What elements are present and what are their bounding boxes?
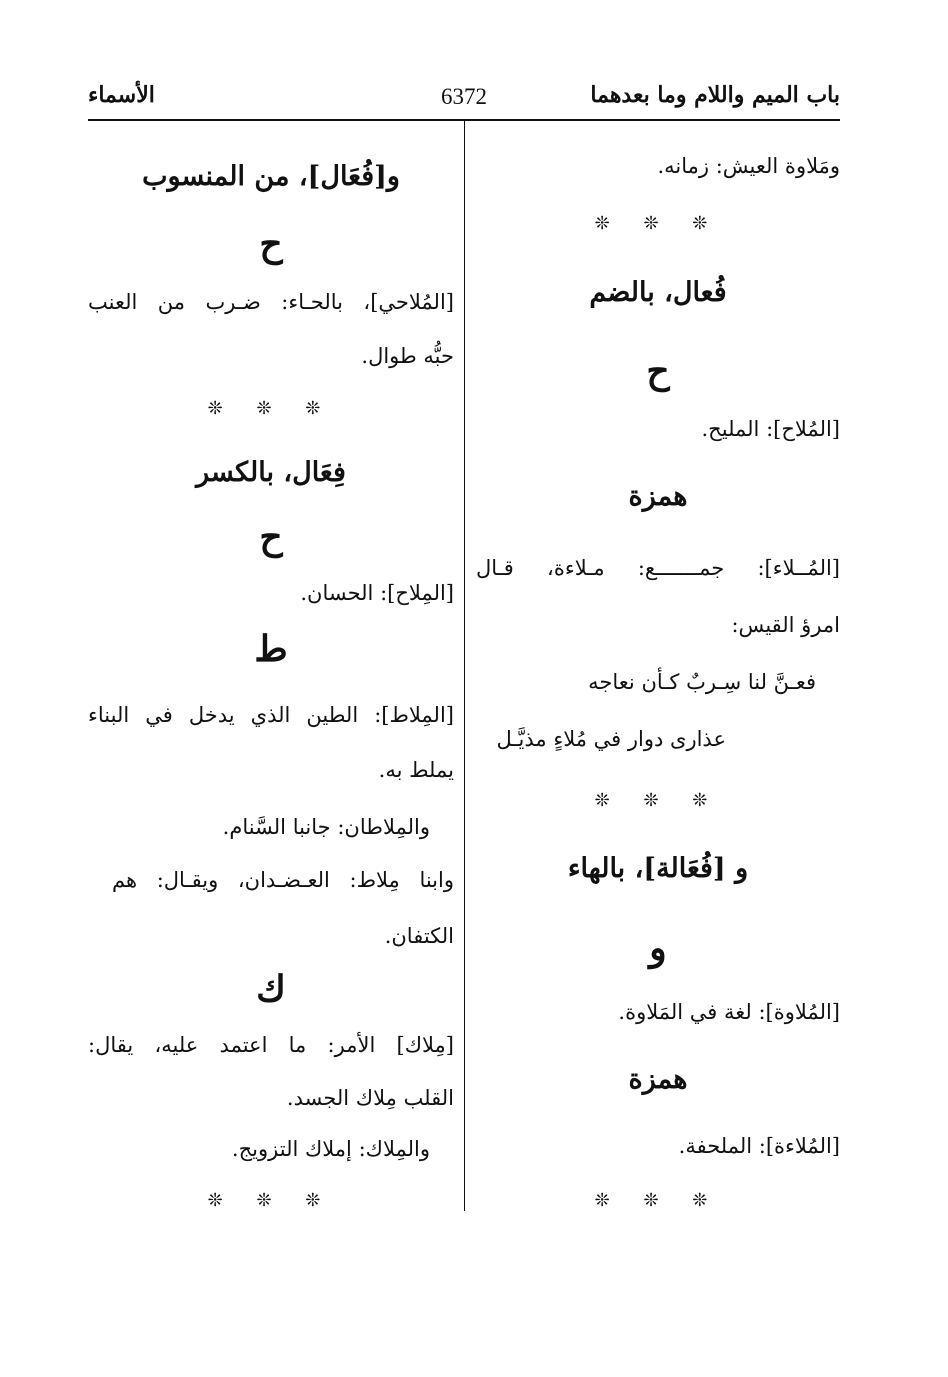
root-letter-heading: ح bbox=[259, 223, 283, 265]
entry-al-mullahi-continued: حبُّه طوال. bbox=[361, 344, 454, 368]
column-divider bbox=[464, 121, 465, 1211]
entry-al-mullahi: [المُلاحي]، بالحـاء: ضـرب من العنب bbox=[88, 290, 454, 314]
entry-milak-continued: القلب مِلاك الجسد. bbox=[286, 1086, 454, 1110]
pattern-heading: فِعَال، بالكسر bbox=[196, 457, 346, 488]
section-title: الأسماء bbox=[88, 82, 155, 108]
entry-al-mulah: [المُلاح]: المليح. bbox=[701, 417, 840, 441]
entry-al-milat-continued: يملط به. bbox=[378, 758, 454, 782]
pattern-heading: فُعال، بالضم bbox=[589, 277, 727, 308]
entry-al-mula-continued: امرؤ القيس: bbox=[731, 613, 840, 637]
section-separator: ❊ ❊ ❊ bbox=[207, 398, 335, 419]
entry-al-milat: [المِلاط]: الطين الذي يدخل في البناء bbox=[88, 703, 454, 727]
page-header bbox=[88, 82, 840, 118]
root-letter-heading: و bbox=[649, 927, 667, 969]
entry-al-mulaa: [المُلاءة]: الملحفة. bbox=[678, 1134, 840, 1158]
poem-verse: عذارى دوار في مُلاءٍ مذيَّـل bbox=[496, 727, 726, 751]
root-letter-heading: ط bbox=[254, 628, 288, 670]
entry-ibna-milat-continued: الكتفان. bbox=[384, 924, 454, 948]
entry-al-milah: [المِلاح]: الحسان. bbox=[300, 581, 454, 605]
entry-milak: [مِلاك] الأمر: ما اعتمد عليه، يقال: bbox=[88, 1033, 454, 1057]
entry-al-mula: [المُــلاء]: جمـــــــع: مـلاءة، قـال bbox=[476, 556, 840, 580]
chapter-title: باب الميم واللام وما بعدهما bbox=[590, 82, 840, 108]
pattern-heading: و[فُعَال]، من المنسوب bbox=[142, 161, 400, 192]
poem-verse: فعـنَّ لنا سِـربٌ كـأن نعاجه bbox=[588, 670, 816, 694]
entry-al-mulawa: [المُلاوة]: لغة في المَلاوة. bbox=[618, 1000, 840, 1024]
root-letter-heading: ح bbox=[646, 350, 670, 392]
root-letter-heading: همزة bbox=[628, 481, 688, 512]
entry-ibna-milat: وابنا مِلاط: العـضـدان، ويقـال: هم bbox=[112, 868, 454, 892]
root-letter-heading: ك bbox=[256, 968, 286, 1010]
section-separator: ❊ ❊ ❊ bbox=[594, 1190, 722, 1211]
section-separator: ❊ ❊ ❊ bbox=[594, 790, 722, 811]
section-separator: ❊ ❊ ❊ bbox=[207, 1190, 335, 1211]
page-number: 6372 bbox=[441, 84, 487, 109]
root-letter-heading: ح bbox=[259, 516, 283, 558]
entry-malawat-al-aysh: ومَلاوة العيش: زمانه. bbox=[657, 154, 840, 178]
pattern-heading: و [فُعَالة]، بالهاء bbox=[567, 853, 749, 884]
section-separator: ❊ ❊ ❊ bbox=[594, 213, 722, 234]
root-letter-heading: همزة bbox=[628, 1064, 688, 1095]
entry-al-milak-tazwij: والمِلاك: إملاك التزويج. bbox=[231, 1137, 430, 1161]
entry-al-milatan: والمِلاطان: جانبا السَّنام. bbox=[222, 815, 430, 839]
